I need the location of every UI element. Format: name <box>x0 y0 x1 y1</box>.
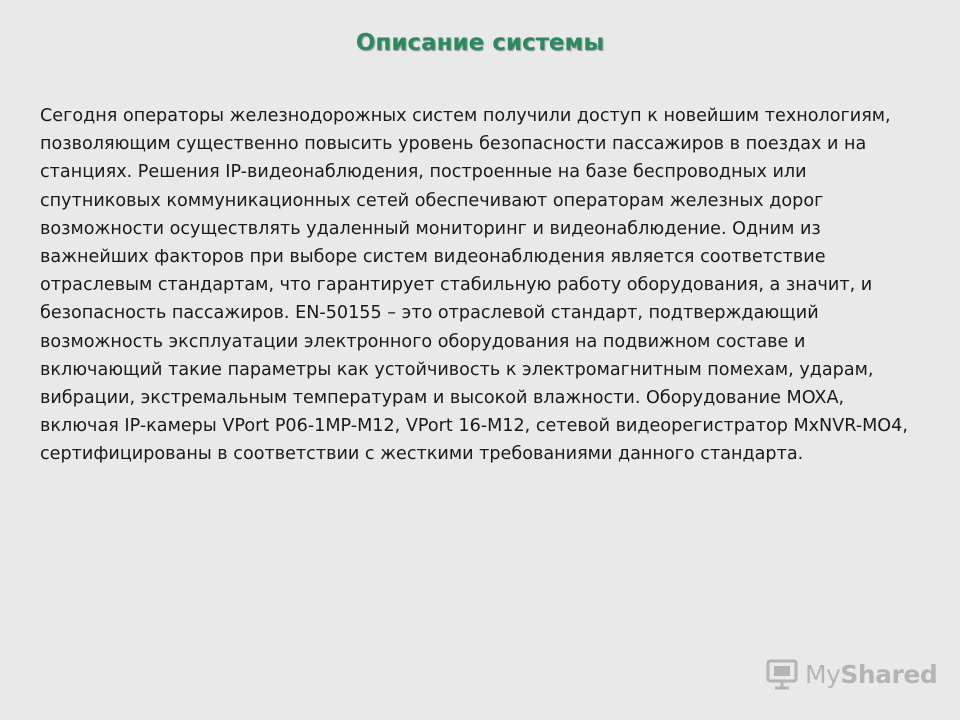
watermark-my: My <box>805 659 841 689</box>
watermark-shared: Shared <box>840 659 938 689</box>
projector-screen-icon <box>765 657 799 691</box>
watermark-text <box>805 660 937 689</box>
mysharded-watermark <box>765 652 937 696</box>
slide-title: Описание системы <box>355 30 605 56</box>
slide-paragraph: Сегодня операторы железнодорожных систем получили доступ к новейшим технологиям, позволяющим существенно повысить уровень безопасности пассажиров в поездах и на станциях. Решения IP-видеонаблюдения, построенные на базе беспроводных или спутниковых коммуникационных сетей обеспечивают операторам железных дорог возможности осуществлять удаленный мониторинг и видеонаблюдение. Одним из важнейших факторов при выборе систем видеонаблюдения является соответствие отраслевым стандартам, что гарантирует стабильную работу оборудования, а значит, и безопасность пассажиров. EN-50155 – это отраслевой стандарт, подтверждающий возможность эксплуатации электронного оборудования на подвижном составе и включающий такие параметры как устойчивость к электромагнитным помехам, ударам, вибрации, экстремальным температурам и высокой влажности. Оборудование MOXA, включая IP-камеры VPort P06-1MP-M12, VPort 16-M12, сетевой видеорегистратор MxNVR-MO4, сертифицированы в соответствии с жесткими требованиями данного стандарта. <box>40 106 908 465</box>
